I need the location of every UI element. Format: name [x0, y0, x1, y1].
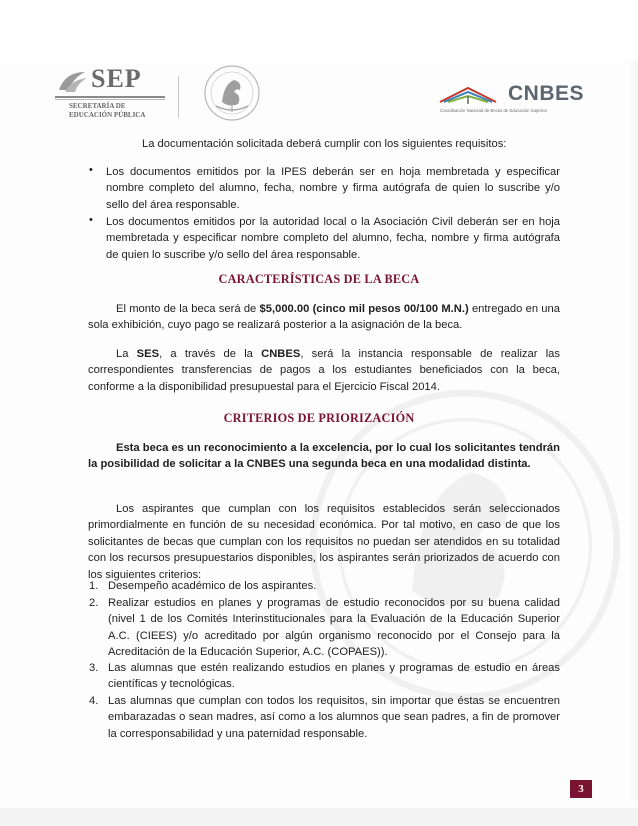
- criterion-number: 4.: [89, 695, 99, 707]
- criterion-item-4: Las alumnas que cumplan con todos los requisitos, sin importar que éstas se encuentren embarazadas o sean madres, así como a los alumnos que sean padres, a fin de promover la corresponsabilidad y una paternidad responsable.: [108, 695, 560, 740]
- sep-logo-rule: [55, 96, 165, 98]
- sep-emblem-icon: [55, 68, 89, 94]
- amount-value: $5,000.00 (cinco mil pesos 00/100 M.N.): [259, 303, 469, 315]
- sep-logo-rule-thin: [55, 99, 165, 100]
- intro-text: La documentación solicitada deberá cumplir con los siguientes requisitos:: [142, 138, 507, 150]
- sep-logo-subtitle: SECRETARÍA DE EDUCACIÓN PÚBLICA: [69, 102, 146, 119]
- criterion-item-3: Las alumnas que estén realizando estudios en planes y programas de estudio en áreas científicas y tecnológicas.: [108, 662, 560, 691]
- section-title-caracteristicas: CARACTERÍSTICAS DE LA BECA: [218, 272, 420, 286]
- cnbes-logo-subtitle: Coordinación Nacional de Becas de Educación Superior: [440, 108, 548, 113]
- top-band: [0, 0, 638, 62]
- requirement-item-1: Los documentos emitidos por la IPES deberán ser en hoja membretada y especificar nombre completo del alumno, fecha, nombre y firma autógrafa de quien lo suscribe y/o sello del área responsable.: [106, 166, 560, 211]
- cnbes-logo-word: CNBES: [508, 82, 585, 105]
- criterion-number: 1.: [89, 580, 99, 592]
- criterion-item-2: Realizar estudios en planes y programas de estudio reconocidos por su buena calidad (nivel 1 de los Comités Interinstitucionales para la Evaluación de la Educación Superior A.C. (CIEES) y/o acreditado por algún organismo reconocido por el Consejo para la Acreditación de la Educación Superior, A.C. (COPAES)).: [108, 597, 560, 659]
- bullet-icon: •: [89, 214, 93, 226]
- page-number: 3: [570, 780, 592, 798]
- criterion-number: 3.: [89, 662, 99, 674]
- sep-logo: [55, 64, 165, 120]
- section-title-criterios: CRITERIOS DE PRIORIZACIÓN: [223, 411, 415, 425]
- cnbes-logo: [432, 78, 585, 118]
- book-emblem-icon: [432, 78, 504, 108]
- bottom-band: [0, 808, 638, 826]
- header-divider: [178, 76, 179, 118]
- amount-paragraph: El monto de la beca será de $5,000.00 (cinco mil pesos 00/100 M.N.) entregado en una sola exhibición, cuyo pago se realizará posterior a la asignación de la beca.: [88, 303, 560, 332]
- selection-paragraph: Los aspirantes que cumplan con los requisitos establecidos serán seleccionados primordialmente en función de su necesidad económica. Por tal motivo, en caso de que los solicitantes de becas que cumplan con los requisitos no puedan ser atendidos en su totalidad con los recursos presupuestarios disponibles, los aspirantes serán priorizados de acuerdo con los siguientes criterios:: [88, 503, 560, 581]
- national-crest-icon: [196, 62, 268, 124]
- criterion-number: 2.: [89, 597, 99, 609]
- requirement-item-2: Los documentos emitidos por la autoridad local o la Asociación Civil deberán ser en hoja membretada y especificar nombre completo del alumno, fecha, nombre y firma autógrafa de quien lo suscribe y/o sello del área responsable.: [106, 216, 560, 261]
- ses-paragraph: La SES, a través de la CNBES, será la instancia responsable de realizar las correspondientes transferencias de pagos a los estudiantes beneficiados con la beca, conforme a la disponibilidad presupuestal para el Ejercicio Fiscal 2014.: [88, 348, 560, 393]
- bullet-icon: •: [89, 164, 93, 176]
- sep-logo-word: SEP: [91, 64, 142, 93]
- criterion-item-1: Desempeño académico de los aspirantes.: [108, 580, 317, 592]
- excellence-paragraph: Esta beca es un reconocimiento a la excelencia, por lo cual los solicitantes tendrán la posibilidad de solicitar a la CNBES una segunda beca en una modalidad distinta.: [88, 442, 560, 471]
